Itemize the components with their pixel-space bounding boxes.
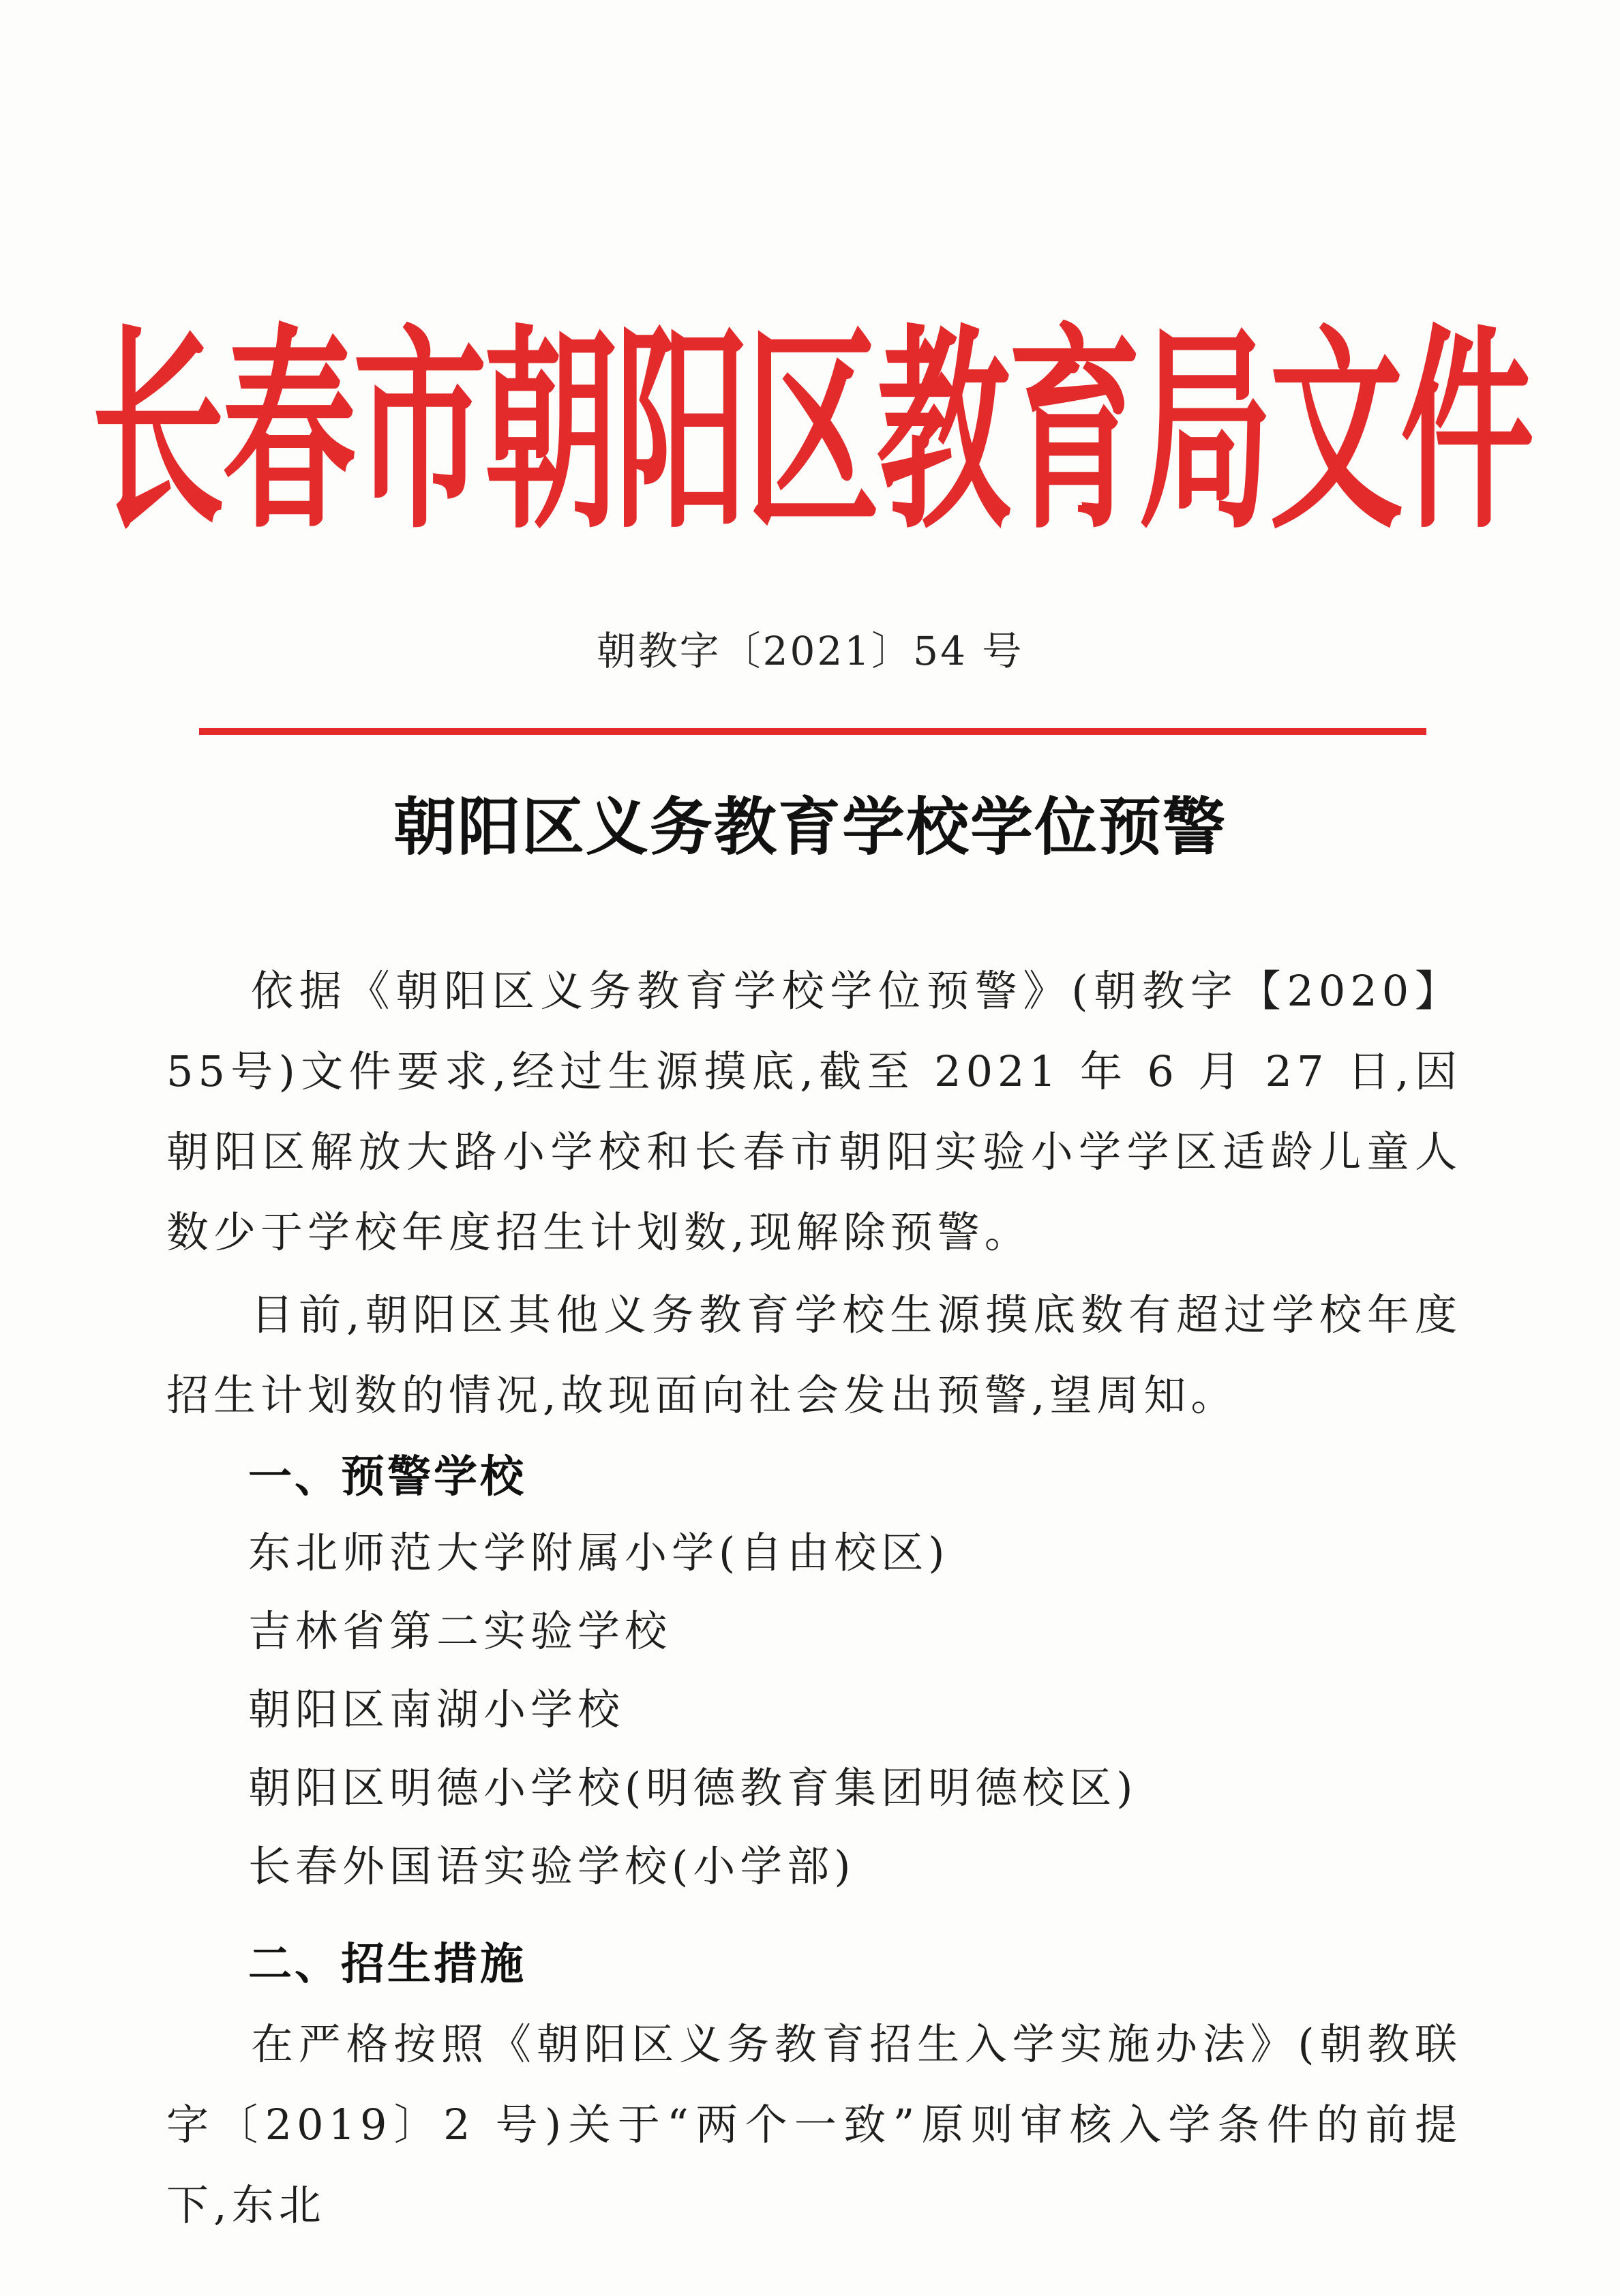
agency-header-title: 长春市朝阳区教育局文件 (91, 307, 1532, 559)
notice-paragraph (166, 1275, 1462, 1436)
document-number: 朝教字〔2021〕54 号 (596, 628, 1024, 674)
list-item: 长春外国语实验学校(小学部) (248, 1841, 856, 1891)
list-item: 朝阳区南湖小学校 (248, 1685, 625, 1734)
intro-paragraph (166, 951, 1462, 1273)
list-item: 朝阳区明德小学校(明德教育集团明德校区) (248, 1763, 1138, 1813)
section-heading-enrollment-measures: 二、招生措施 (248, 1939, 526, 1990)
warning-school-list (248, 1513, 1462, 1905)
list-item: 东北师范大学附属小学(自由校区) (248, 1528, 950, 1577)
section-heading-warning-schools: 一、预警学校 (248, 1451, 526, 1502)
red-divider-line (199, 728, 1426, 735)
paragraph-text: 依据《朝阳区义务教育学校学位预警》(朝教字【2020】55号)文件要求,经过生源摸底,截至 2021 年 6 月 27 日,因朝阳区解放大路小学校和长春市朝阳实验小学学区适龄儿童人数少于学校年度招生计划数,现解除预警。 (166, 966, 1462, 1257)
paragraph-text: 目前,朝阳区其他义务教育学校生源摸底数有超过学校年度招生计划数的情况,故现面向社会发出预警,望周知。 (166, 1290, 1462, 1420)
list-item: 吉林省第二实验学校 (248, 1606, 672, 1656)
measures-paragraph (166, 2004, 1462, 2246)
paragraph-text: 在严格按照《朝阳区义务教育招生入学实施办法》(朝教联字〔2019〕2 号)关于“两个一致”原则审核入学条件的前提下,东北 (166, 2019, 1462, 2230)
document-title: 朝阳区义务教育学校学位预警 (393, 790, 1227, 864)
